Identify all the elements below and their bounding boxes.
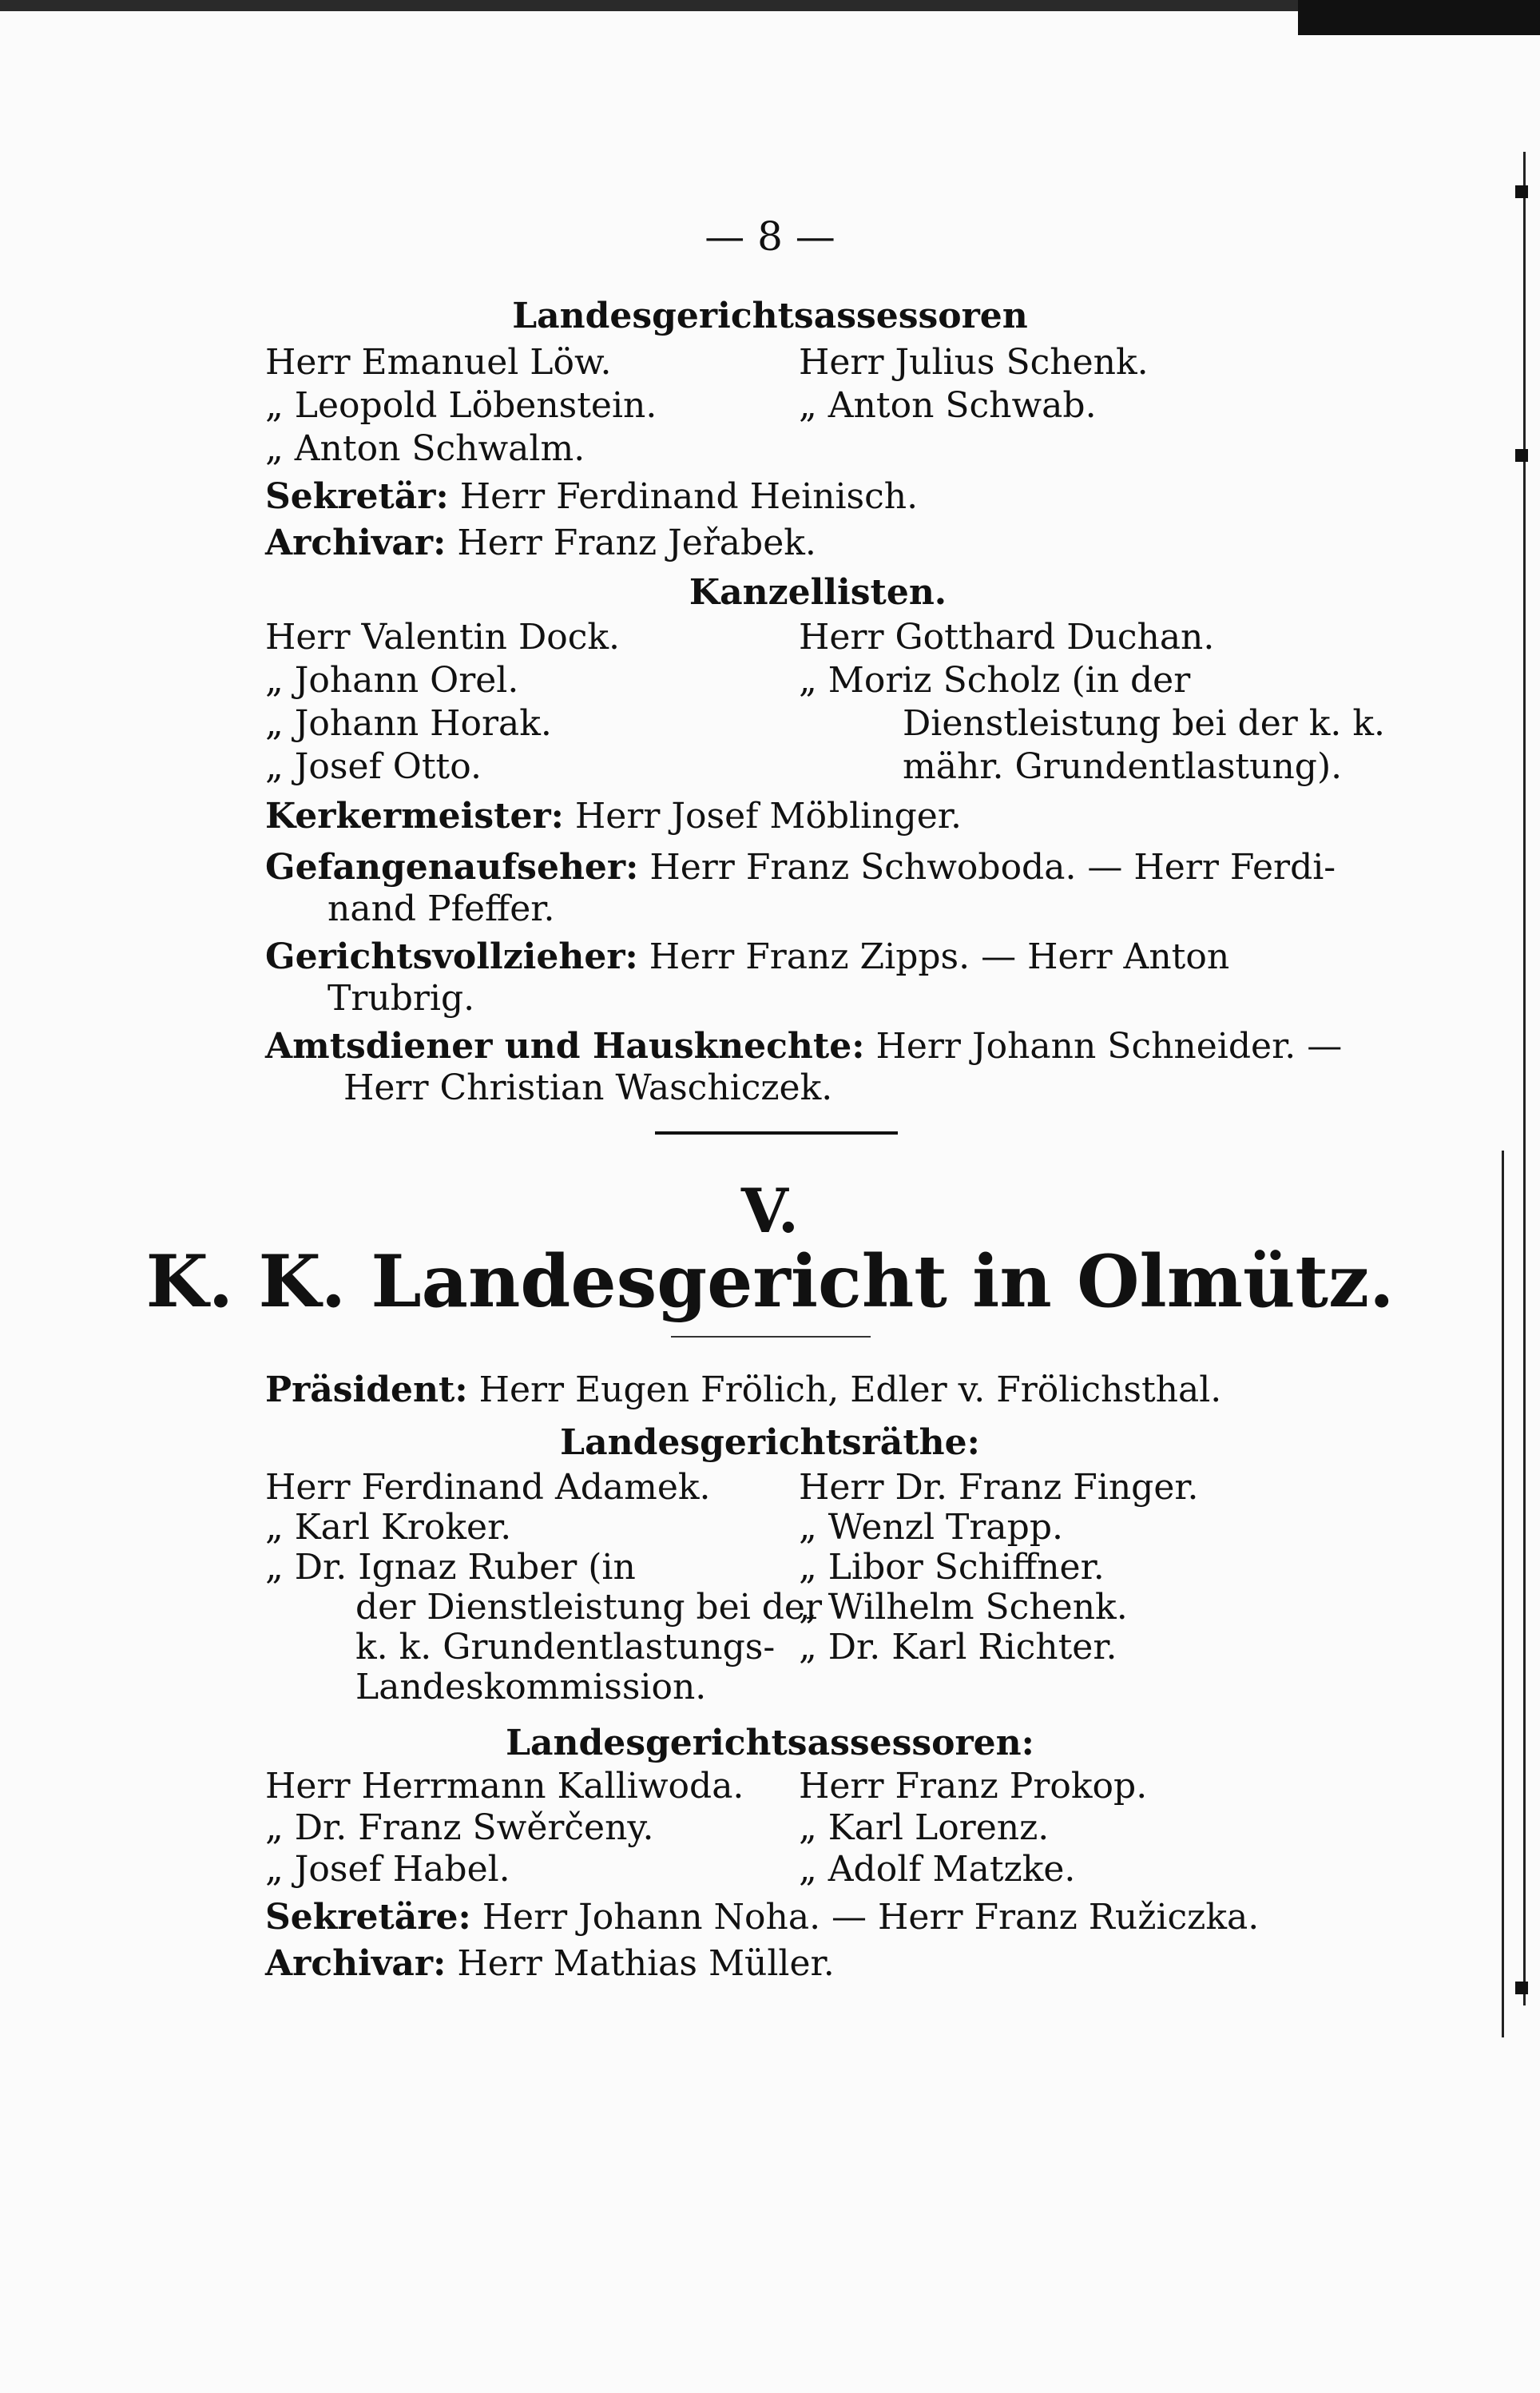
- list-item: „ Wilhelm Schenk.: [799, 1587, 1128, 1628]
- list-item: der Dienstleistung bei der: [355, 1587, 822, 1628]
- role-value: Herr Eugen Frölich, Edler v. Frölichsthal.: [478, 1369, 1222, 1410]
- role-continuation: nand Pfeffer.: [327, 888, 555, 929]
- role-label: Archivar:: [265, 1943, 447, 1984]
- title-underline: [671, 1336, 871, 1338]
- section-heading: Landesgerichtsassessoren: [512, 296, 1028, 336]
- role-label: Kerkermeister:: [265, 796, 564, 837]
- list-item: mähr. Grundentlastung).: [903, 746, 1343, 787]
- list-item: „ Anton Schwalm.: [265, 428, 585, 469]
- list-item: Herr Herrmann Kalliwoda.: [265, 1766, 744, 1807]
- list-item: „ Anton Schwab.: [799, 385, 1097, 426]
- list-item: „ Moriz Scholz (in der: [799, 660, 1191, 701]
- role-label: Amtsdiener und Hausknechte:: [265, 1026, 865, 1067]
- role-value: Herr Johann Noha. — Herr Franz Ružiczka.: [482, 1897, 1260, 1938]
- role-label: Gefangenaufseher:: [265, 847, 639, 888]
- role-value: Herr Franz Schwoboda. — Herr Ferdi-: [649, 847, 1336, 888]
- role-line: [265, 1026, 1342, 1067]
- list-item: „ Leopold Löbenstein.: [265, 385, 657, 426]
- role-value: Herr Franz Zipps. — Herr Anton: [649, 936, 1230, 977]
- binding-mark: [1515, 185, 1528, 198]
- list-item: Herr Franz Prokop.: [799, 1766, 1148, 1807]
- list-item: Landeskommission.: [355, 1667, 707, 1707]
- list-item: „ Dr. Franz Swěrčeny.: [265, 1807, 654, 1848]
- list-item: „ Josef Otto.: [265, 746, 482, 787]
- section-heading: Landesgerichtsräthe:: [560, 1422, 980, 1463]
- list-item: „ Adolf Matzke.: [799, 1849, 1076, 1890]
- role-value: Herr Johann Schneider. —: [875, 1026, 1343, 1067]
- list-item: „ Karl Lorenz.: [799, 1807, 1050, 1848]
- list-item: „ Johann Horak.: [265, 703, 552, 744]
- list-item: Herr Ferdinand Adamek.: [265, 1467, 711, 1508]
- role-line: [265, 476, 918, 518]
- section-number: V.: [740, 1175, 800, 1246]
- role-line: [265, 1943, 835, 1985]
- role-line: [265, 936, 1229, 978]
- role-value: Herr Josef Möblinger.: [574, 796, 962, 837]
- section-heading: Landesgerichtsassessoren:: [506, 1723, 1034, 1763]
- list-item: „ Josef Habel.: [265, 1849, 510, 1890]
- list-item: Herr Valentin Dock.: [265, 617, 621, 658]
- role-label: Präsident:: [265, 1369, 468, 1410]
- role-continuation: Herr Christian Waschiczek.: [343, 1067, 833, 1108]
- role-label: Gerichtsvollzieher:: [265, 936, 638, 977]
- role-line: [265, 1897, 1259, 1938]
- court-title: K. K. Landesgericht in Olmütz.: [145, 1239, 1395, 1324]
- list-item: Dienstleistung bei der k. k.: [903, 703, 1386, 744]
- role-value: Herr Ferdinand Heinisch.: [459, 476, 919, 517]
- role-value: Herr Franz Jeřabek.: [457, 523, 816, 563]
- role-line: [265, 847, 1336, 888]
- list-item: Herr Julius Schenk.: [799, 342, 1149, 383]
- role-continuation: Trubrig.: [327, 978, 475, 1019]
- role-label: Sekretär:: [265, 476, 449, 517]
- scan-corner-shadow: [1298, 0, 1540, 35]
- list-item: „ Libor Schiffner.: [799, 1547, 1105, 1588]
- list-item: „ Dr. Ignaz Ruber (in: [265, 1547, 636, 1588]
- binding-mark: [1515, 1982, 1528, 1994]
- list-item: „ Karl Kroker.: [265, 1507, 512, 1548]
- section-divider: [655, 1131, 898, 1135]
- role-label: Archivar:: [265, 523, 447, 563]
- section-heading: Kanzellisten.: [689, 572, 947, 613]
- list-item: k. k. Grundentlastungs-: [355, 1627, 776, 1668]
- page-number: — 8 —: [705, 213, 835, 260]
- list-item: „ Dr. Karl Richter.: [799, 1627, 1117, 1668]
- binding-mark: [1515, 449, 1528, 462]
- list-item: „ Johann Orel.: [265, 660, 519, 701]
- list-item: „ Wenzl Trapp.: [799, 1507, 1063, 1548]
- role-line: [265, 796, 962, 837]
- role-label: Sekretäre:: [265, 1897, 471, 1938]
- list-item: Herr Dr. Franz Finger.: [799, 1467, 1199, 1508]
- list-item: Herr Gotthard Duchan.: [799, 617, 1215, 658]
- role-line: [265, 1369, 1221, 1411]
- role-value: Herr Mathias Müller.: [457, 1943, 835, 1984]
- list-item: Herr Emanuel Löw.: [265, 342, 612, 383]
- role-line: [265, 523, 816, 564]
